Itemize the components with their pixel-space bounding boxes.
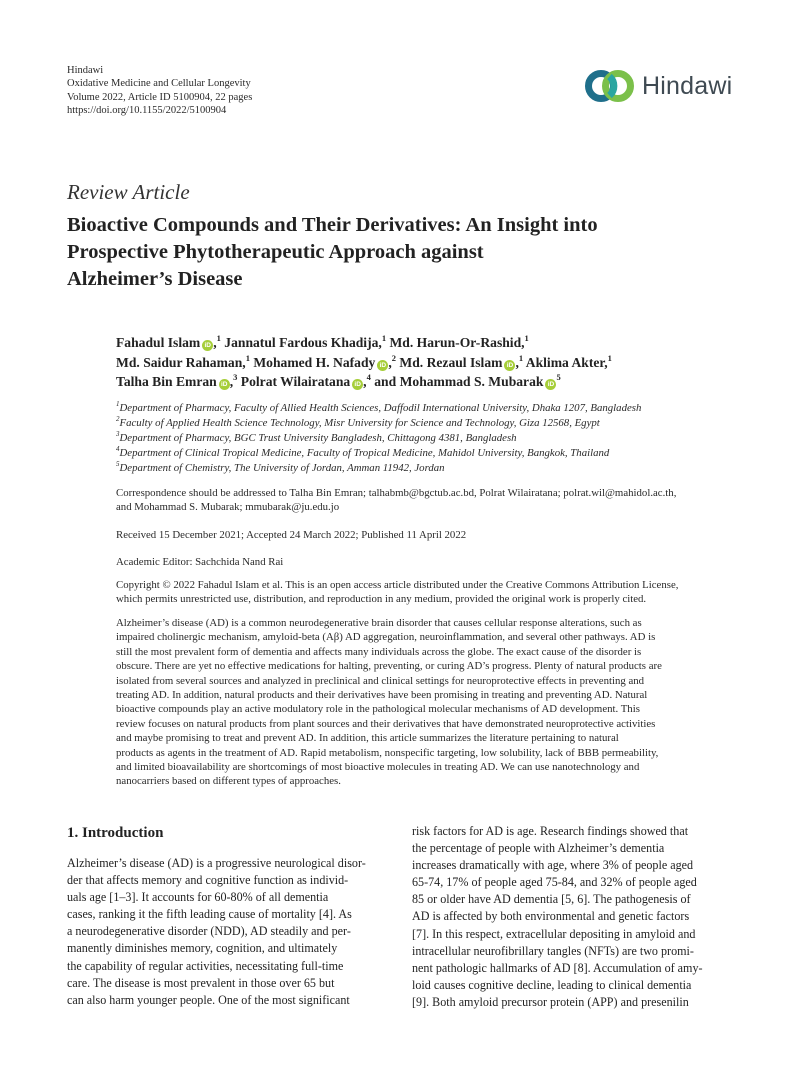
section-heading: 1. Introduction [67,825,164,841]
body-line: loid causes cognitive decline, leading to clinical dementia [412,977,692,992]
author-separator: , [363,374,367,389]
author-name: Polrat Wilairatana [240,374,351,389]
author [116,335,221,350]
orcid-icon[interactable]: iD [202,340,213,351]
title-line: Alzheimer’s Disease [67,268,243,290]
copyright-notice [116,578,738,607]
body-line: Alzheimer’s disease (AD) is a progressive neurological disor- [67,856,366,870]
affiliation-marker: 4 [366,372,371,382]
author [399,352,524,370]
body-line: nent pathologic hallmarks of AD [8]. Accumulation of amy- [412,960,703,975]
body-line: cases, ranking it the fifth leading cause of mortality [4]. As [67,907,352,922]
author-separator: , [515,354,519,370]
author-name: Aklima Akter [525,354,605,370]
hindawi-interlocking-rings-logo-icon [584,68,636,104]
academic-editor: Academic Editor: Sachchida Nand Rai [116,556,284,568]
intro-left-column [67,855,389,1009]
affiliation: $^1$Department of Pharmacy, Faculty of Allied Health Sciences, Daffodil International University, Dhaka 1207, Bangladesh [116,400,642,414]
abstract-line: products as agents in the treatment of AD. Rapid metabolism, nonspecific targeting, low solubility, lack of BBB permeability, [116,746,659,759]
title-line: Prospective Phytotherapeutic Approach against [67,241,484,263]
journal-info [67,64,252,117]
author [241,374,371,389]
affiliation: $^5$Department of Chemistry, The University of Jordan, Amman 11942, Jordan [116,460,445,474]
journal-name: Oxidative Medicine and Cellular Longevity [67,78,251,90]
abstract-line: bioactive compounds play an active modulatory role in the pathological molecular mechanisms of AD development. This [116,703,640,716]
affiliation-marker: 1 [524,333,529,343]
affiliation: $^2$Faculty of Applied Health Science Technology, Misr University for Science and Technology, Giza 12568, Egypt [116,415,600,429]
abstract-line: isolated from several sources and analyzed in preclinical and clinical settings for neuroprotective effects in preventing and [116,674,645,687]
author [525,352,612,370]
article-type: Review Article [67,180,190,204]
doi-link[interactable]: https://doi.org/10.1155/2022/5100904 [67,104,227,116]
affiliation-marker: 2 [391,352,396,363]
body-line: manently diminishes memory, cognition, and ultimately [67,941,338,956]
orcid-icon[interactable]: iD [352,379,363,390]
abstract-line: nanocarriers based on different types of approaches. [116,775,341,788]
author [224,335,386,350]
affiliation-marker: 1 [518,352,524,363]
author [116,374,237,389]
title-line: Bioactive Compounds and Their Derivatives: An Insight into [67,214,598,236]
copyright-line: which permits unrestricted use, distribution, and reproduction in any medium, provided the original work is properly cited. [116,593,647,606]
author-name: Jannatul Fardous Khadija [224,335,379,350]
affiliation: $^3$Department of Pharmacy, BGC Trust University Bangladesh, Chittagong 4381, Bangladesh [116,430,517,444]
body-line: der that affects memory and cognitive function as individ- [67,873,349,888]
author-name: Mohammad S. Mubarak [399,374,544,389]
affiliation-marker: 1 [381,333,387,343]
abstract-line: review focuses on natural products from plant sources and their derivatives that have demonstrated neuroprotective activities [116,717,656,730]
body-line: [9]. Both amyloid precursor protein (APP) and presenilin [412,994,689,1009]
abstract [116,616,738,789]
author-line [116,333,756,353]
body-line: care. The disease is most prevalent in those over 65 but [67,975,335,990]
body-line: AD is affected by both environmental and genetic factors [412,909,690,924]
affiliation-marker: 3 [233,372,238,382]
body-line: 85 or older have AD dementia [5, 6]. The pathogenesis of [412,892,691,907]
article-title [67,212,747,293]
journal-volume: Volume 2022, Article ID 5100904, 22 pages [67,91,253,103]
author-separator: , [213,335,217,350]
author-separator: , [604,354,608,370]
affiliation: $^4$Department of Clinical Tropical Medicine, Faculty of Tropical Medicine, Mahidol University, Bangkok, Thailand [116,445,610,459]
author-name: Md. Rezaul Islam [399,354,503,370]
affiliation-marker: 1 [245,352,250,363]
correspondence [116,486,738,515]
body-line: can also harm younger people. One of the most significant [67,992,350,1007]
author-separator: , [521,335,525,350]
author-name: Fahadul Islam [116,335,201,350]
body-line: the capability of regular activities, necessitating full-time [67,958,344,973]
body-line: uals age [1–3]. It accounts for 60-80% of all dementia [67,890,329,905]
affiliation-marker: 1 [607,352,612,363]
abstract-line: still the most prevalent form of dementia and affects many individuals across the globe. The exact cause of the disorder is [116,645,642,658]
author [253,352,396,370]
author-name: Md. Saidur Rahaman [116,354,243,370]
author-name: Talha Bin Emran [116,374,217,389]
body-line: increases dramatically with age, where 3% of people aged [412,858,694,873]
orcid-icon[interactable]: iD [219,379,230,390]
correspondence-line: Correspondence should be addressed to Talha Bin Emran; talhabmb@bgctub.ac.bd, Polrat Wilairatana; polrat.wil@mahidol.ac.th, [116,487,677,499]
body-line: [7]. In this respect, extracellular depositing in amyloid and [412,926,696,941]
body-line: intracellular neurofibrillary tangles (NFTs) are two promi- [412,943,694,958]
abstract-line: and limited bioavailability are shortcomings of most bioactive molecules in treating AD. We can use nanotechnology and [116,761,640,774]
abstract-line: Alzheimer’s disease (AD) is a common neurodegenerative brain disorder that causes cellular response alterations, such as [116,617,642,629]
body-line: 65-74, 17% of people aged 75-84, and 32% of people aged [412,875,697,890]
affiliation-marker: 1 [216,333,221,343]
abstract-line: and maybe promising to treat and prevent AD. In addition, this article summarizes the literature pertaining to natural [116,732,619,745]
author-separator: , [378,335,382,350]
orcid-icon[interactable]: iD [545,379,556,390]
author-separator: , [229,374,234,389]
orcid-icon[interactable]: iD [504,360,515,371]
author [389,335,528,350]
publication-dates: Received 15 December 2021; Accepted 24 March 2022; Published 11 April 2022 [116,529,467,541]
author-separator: , [242,354,246,370]
logo-text: Hindawi [642,71,733,100]
publisher-name: Hindawi [67,65,104,76]
author-name: Md. Harun-Or-Rashid [389,335,522,350]
correspondence-line: and Mohammad S. Mubarak; mmubarak@ju.edu.jo [116,501,340,514]
author [374,374,560,389]
abstract-line: obscure. There are yet no effective medications for halting, preventing, or curing AD’s progress. Plenty of natural products are [116,660,662,673]
author [116,352,250,370]
copyright-line: Copyright © 2022 Fahadul Islam et al. This is an open access article distributed under the Creative Commons Attribution License, [116,579,679,591]
author-line [116,353,756,373]
abstract-line: impaired cholinergic mechanism, amyloid-beta (Aβ) AD aggregation, neuroinflammation, and several other pathways. AD is [116,631,656,644]
author-list [116,333,756,392]
hindawi-logo [584,68,732,104]
body-line: a neurodegenerative disorder (NDD), AD steadily and per- [67,924,351,939]
author-separator: , [388,354,392,370]
body-line: risk factors for AD is age. Research findings showed that [412,824,689,838]
author-line [116,372,756,392]
orcid-icon[interactable]: iD [377,360,388,371]
intro-right-column [412,823,734,1011]
author-conjunction: and [374,374,400,389]
author-name: Mohamed H. Nafady [253,354,376,370]
body-line: the percentage of people with Alzheimer’s dementia [412,841,665,856]
affiliation-list [116,401,641,476]
abstract-line: treating AD. In addition, natural products and their derivatives have been promising in treating and preventing AD. Natural [116,689,648,702]
affiliation-marker: 5 [556,372,561,382]
